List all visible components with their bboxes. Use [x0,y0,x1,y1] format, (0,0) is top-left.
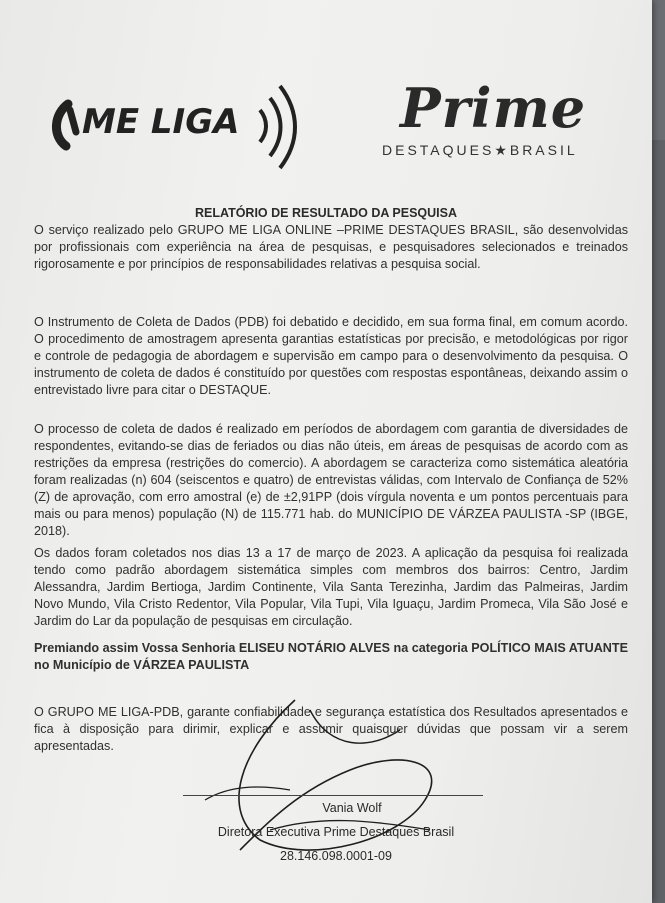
signer-role: Diretora Executiva Prime Destaques Brasil [217,825,455,839]
signature-line [183,795,483,796]
paragraph-award: Premiando assim Vossa Senhoria ELISEU NOTÁRIO ALVES na categoria POLÍTICO MAIS ATUANTE no Município de VÁRZEA PAULISTA [34,641,628,672]
me-liga-logo [46,80,306,170]
prime-subtitle: DESTAQUES★BRASIL [382,142,578,158]
paragraph-guarantee: O GRUPO ME LIGA-PDB, garante confiabilidade e segurança estatística dos Resultados apresentados e fica à disposição para dirimir, explicar e assumir quaisquer dúvidas que possam vir a serem apresentadas. [34,705,628,753]
signature-block [0,780,652,880]
prime-wordmark: Prime [400,76,587,140]
document-title: RELATÓRIO DE RESULTADO DA PESQUISA [194,206,458,220]
signer-name: Vania Wolf [322,801,382,815]
me-liga-wordmark: ME LIGA [82,102,240,142]
paragraph-dates: Os dados foram coletados nos dias 13 a 17 de março de 2023. A aplicação da pesquisa foi realizada tendo como padrão abordagem sistemática simples com membros dos bairros: Centro, Jardim Alessandra, Jardim Bertioga, Jardim Continente, Vila Santa Terezinha, Jardim das Palmeiras, Jardim Novo Mundo, Vila Cristo Redentor, Vila Popular, Vila Tupi, Vila Iguaçu, Jardim Promeca, Vila São José e Jardim do Lar da população de pesquisas em circulação. [34,546,628,628]
company-cnpj: 28.146.098.0001-09 [280,849,392,863]
prime-destaques-logo [380,76,620,166]
paragraph-service: O serviço realizado pelo GRUPO ME LIGA ONLINE –PRIME DESTAQUES BRASIL, são desenvolvidas por profissionais com experiência na área de pesquisas, e pesquisadores selecionados e treinados rigorosamente e por princípios de responsabilidades relativas a pesquisa social. [34,223,628,271]
paragraph-process: O processo de coleta de dados é realizado em períodos de abordagem com garantia de diversidades de respondentes, evitando-se dias de feriados ou dias não úteis, em áreas de pesquisas de acordo com as restrições da empresa (restrições do comercio). A abordagem se caracteriza como sistemática aleatória foram realizadas (n) 604 (seiscentos e quatro) de entrevistas válidas, com Intervalo de Confiança de 52% (Z) de aprovação, com erro amostral (e) de ±2,91PP (dois vírgula noventa e um pontos percentuais para mais ou para menos) população (N) de 115.771 hab. do MUNICÍPIO DE VÁRZEA PAULISTA -SP (IBGE, 2018). [34,422,628,538]
paragraph-instrument: O Instrumento de Coleta de Dados (PDB) foi debatido e decidido, em sua forma final, em comum acordo. O procedimento de amostragem apresenta garantias estatísticas por precisão, e metodológicas por rigor e controle de pedagogia de abordagem e supervisão em campo para o desenvolvimento da pesquisa. O instrumento de coleta de dados é constituído por questões com respostas espontâneas, deixando assim o entrevistado livre para citar o DESTAQUE. [34,315,628,397]
